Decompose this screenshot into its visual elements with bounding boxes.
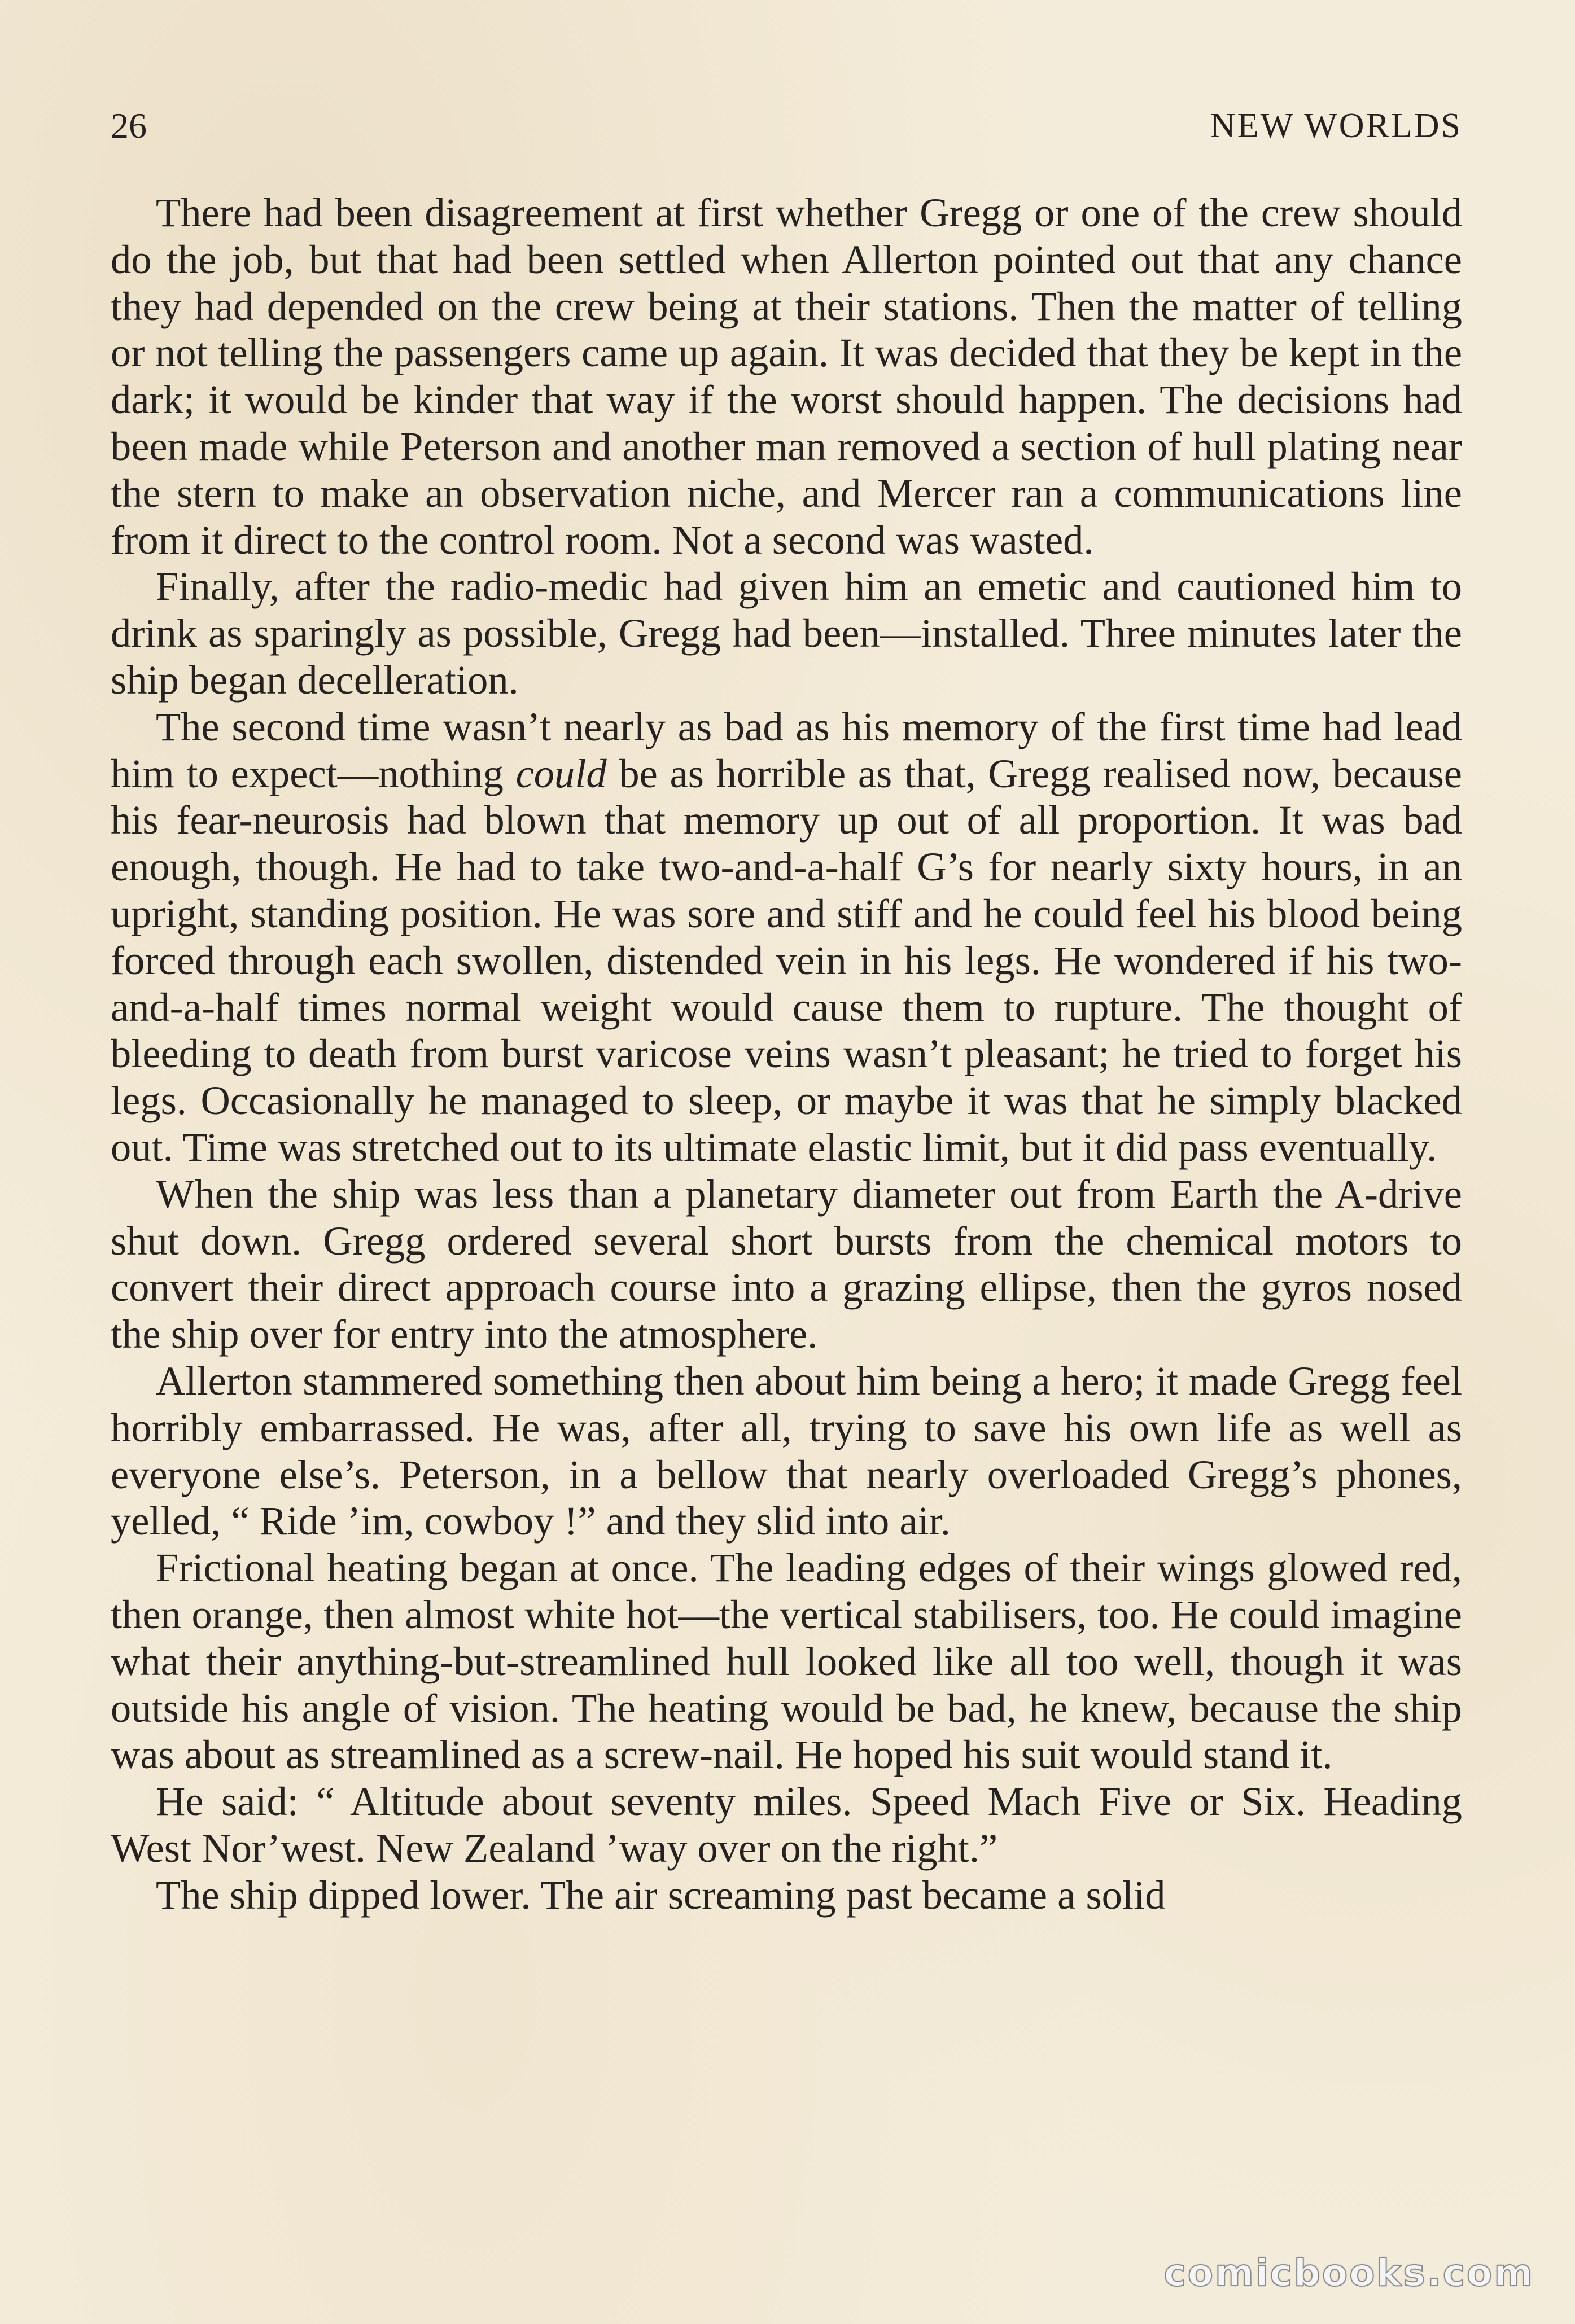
running-title: NEW WORLDS — [1210, 107, 1462, 145]
page-number: 26 — [111, 106, 147, 146]
paragraph: There had been disagreement at first whether Gregg or one of the crew should do the job, but that had been settled when Allerton pointed out that any chance they had depended on the crew being at their stations. Then the matter of telling or not telling the passengers came up again. It was decided that they be kept in the dark; it would be kinder that way if the worst should happen. The decisions had been made while Peterson and another man removed a section of hull plating near the stern to make an observation niche, and Mercer ran a communications line from it direct to the control room. Not a second was wasted. — [111, 190, 1462, 563]
paragraph-text: be as horrible as that, Gregg realised now, because his fear-neurosis had blown that memory up out of all proportion. It was bad enough, though. He had to take two-and-a-half G’s for nearly sixty hours, in an upright, standing position. He was sore and stiff and he could feel his blood being forced through each swollen, distended vein in his legs. He wondered if his two-and-a-half times normal weight would cause them to rupture. The thought of bleeding to death from burst varicose veins wasn’t pleasant; he tried to forget his legs. Occasionally he managed to sleep, or maybe it was that he simply blacked out. Time was stretched out to its ultimate elastic limit, but it did pass eventually. — [111, 750, 1462, 1170]
paragraph — [111, 704, 1462, 1171]
paragraph: Frictional heating began at once. The leading edges of their wings glowed red, then orange, then almost white hot—the vertical stabilisers, too. He could imagine what their anything-but-streamlined hull looked like all too well, though it was outside his angle of vision. The heating would be bad, he knew, because the ship was about as streamlined as a screw-nail. He hoped his suit would stand it. — [111, 1545, 1462, 1778]
paragraph: The ship dipped lower. The air screaming past became a solid — [156, 1871, 1166, 1918]
paragraph: When the ship was less than a planetary diameter out from Earth the A-drive shut down. Gregg ordered several short bursts from the chemical motors to convert their direct approach course into a grazing ellipse, then the gyros nosed the ship over for entry into the atmosphere. — [111, 1170, 1462, 1357]
paragraph: He said: “ Altitude about seventy miles. Speed Mach Five or Six. Heading West Nor’west. New Zealand ’way over on the right.” — [111, 1778, 1462, 1871]
paragraph: Finally, after the radio-medic had given him an emetic and cautioned him to drink as sparingly as possible, Gregg had been—installed. Three minutes later the ship began decelleration. — [111, 563, 1462, 703]
paragraph: Allerton stammered something then about him being a hero; it made Gregg feel horribly embarrassed. He was, after all, trying to save his own life as well as everyone else’s. Peterson, in a bellow that nearly overloaded Gregg’s phones, yelled, “ Ride ’im, cowboy !” and they slid into air. — [111, 1357, 1462, 1544]
page-header — [111, 95, 1462, 157]
site-watermark: comicbooks.com — [1163, 2251, 1534, 2295]
paragraph-text: The second time wasn’t nearly as bad as his memory of the first time had lead him to expect—nothing — [111, 703, 1462, 796]
emphasized-word: could — [515, 750, 607, 796]
body-text — [111, 190, 1462, 1918]
